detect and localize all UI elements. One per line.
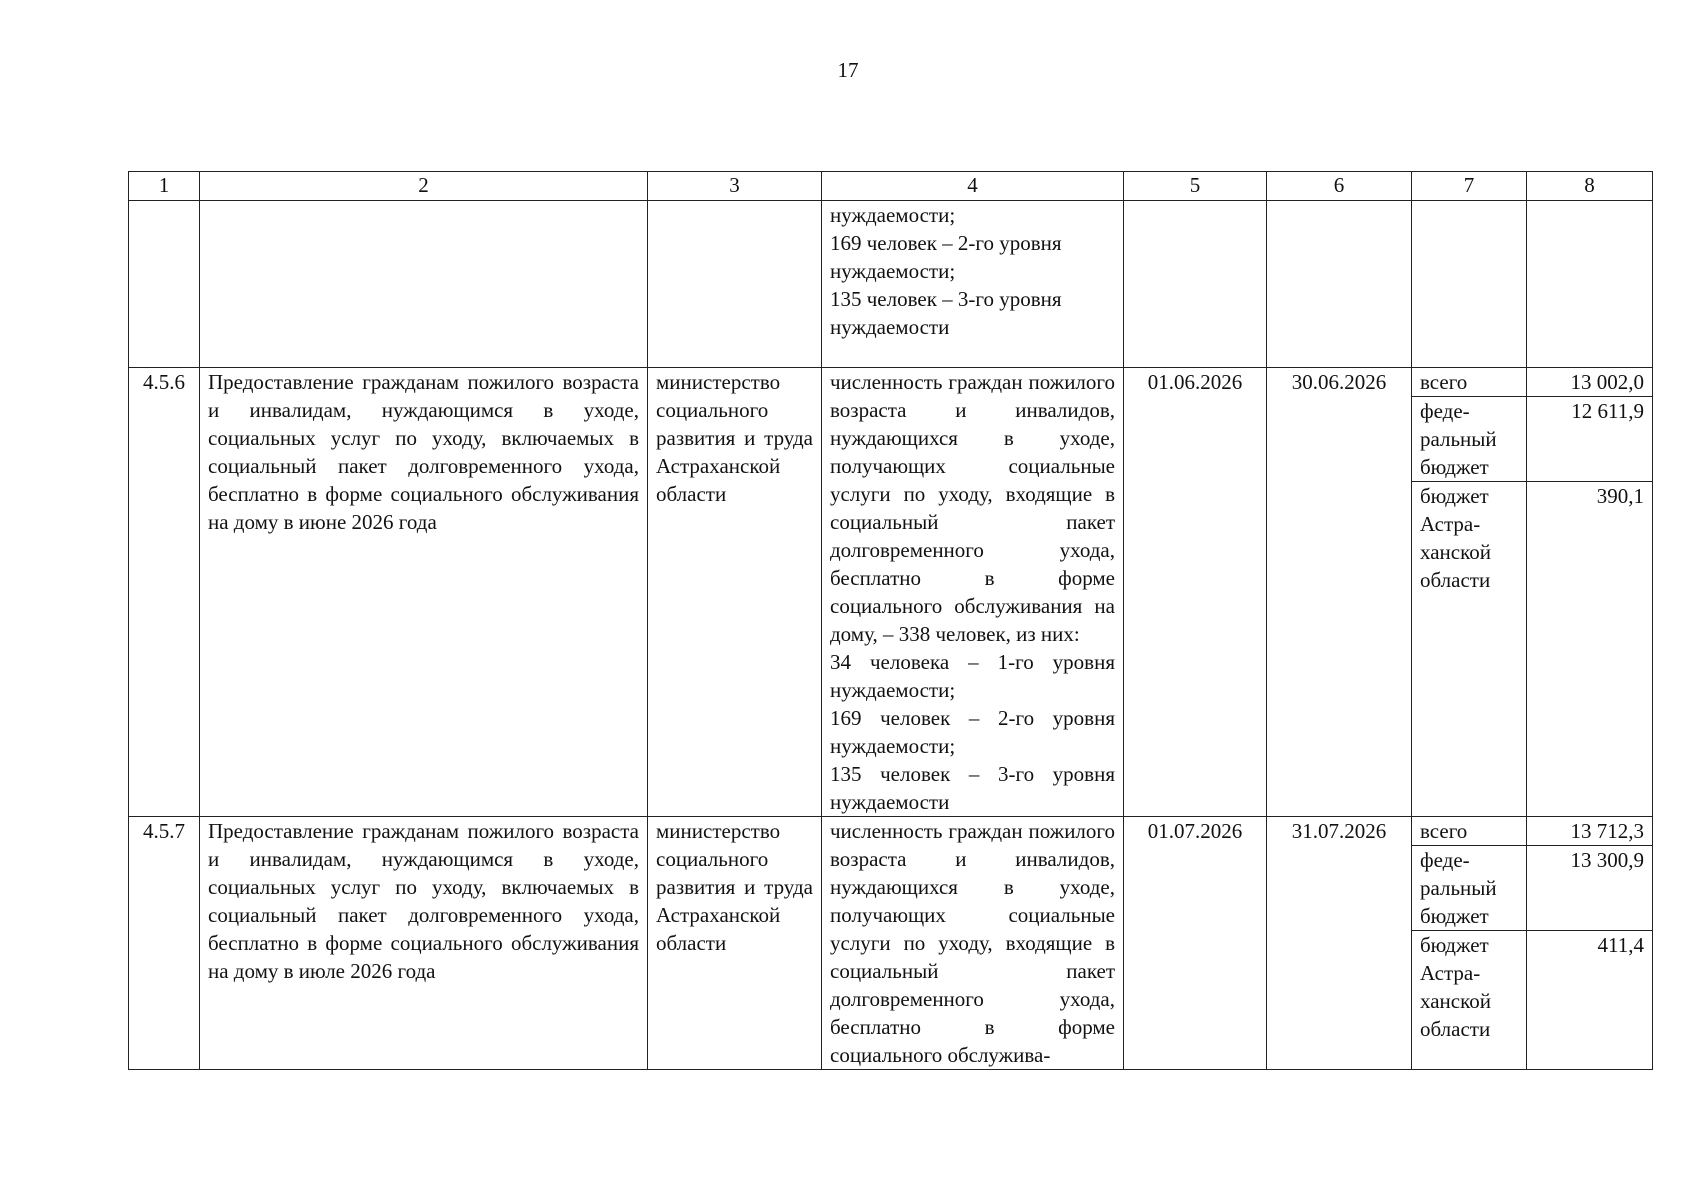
funding-source: феде- ральный бюджет (1412, 397, 1527, 482)
header-col-4: 4 (822, 172, 1124, 201)
header-col-1: 1 (129, 172, 200, 201)
cont-cell-6 (1267, 201, 1412, 368)
indicator-main: численность граждан пожилого возраста и инвалидов, нуждающихся в уходе, получающих социальные услуги по уходу, входящие в социальный пакет долговременного ухода, бесплатно в форме социального обслуживания на дому, – 338 человек, из них: (830, 370, 1115, 646)
cont-cell-5 (1124, 201, 1267, 368)
header-col-6: 6 (1267, 172, 1412, 201)
header-col-3: 3 (648, 172, 822, 201)
table-row (129, 817, 1653, 846)
measures-table (128, 171, 1653, 1070)
row-number: 4.5.7 (129, 817, 200, 1070)
funding-source: феде- ральный бюджет (1412, 846, 1527, 931)
funding-amount: 12 611,9 (1527, 397, 1653, 482)
indicator (822, 817, 1124, 1070)
funding-source: бюджет Астра- ханской области (1412, 931, 1527, 1070)
header-col-8: 8 (1527, 172, 1653, 201)
cont-cell-1 (129, 201, 200, 368)
header-col-5: 5 (1124, 172, 1267, 201)
row-number: 4.5.6 (129, 368, 200, 817)
funding-amount: 13 002,0 (1527, 368, 1653, 397)
continuation-row (129, 201, 1653, 368)
cont-cell-2 (200, 201, 648, 368)
cont-indicator: нуждаемости; 169 человек – 2-го уровня нуждаемости; 135 человек – 3-го уровня нуждаемости (822, 201, 1124, 368)
cont-cell-7 (1412, 201, 1527, 368)
funding-source: всего (1412, 817, 1527, 846)
table-row (129, 368, 1653, 397)
indicator-details: 34 человека – 1-го уровня нуждаемости; 169 человек – 2-го уровня нуждаемости; 135 человек – 3-го уровня нуждаемости (830, 650, 1115, 814)
funding-amount: 390,1 (1527, 482, 1653, 817)
funding-source: всего (1412, 368, 1527, 397)
funding-source: бюджет Астра- ханской области (1412, 482, 1527, 817)
page-number: 17 (837, 58, 859, 82)
header-col-2: 2 (200, 172, 648, 201)
funding-amount: 13 712,3 (1527, 817, 1653, 846)
measure-name: Предоставление гражданам пожилого возраста и инвалидам, нуждающимся в уходе, социальных услуг по уходу, включаемых в социальный пакет долговременного ухода, бесплатно в форме социального обслуживания на дому в июле 2026 года (200, 817, 648, 1070)
executor: министерство социального развития и труда Астраханской области (648, 368, 822, 817)
executor: министерство социального развития и труда Астраханской области (648, 817, 822, 1070)
funding-amount: 13 300,9 (1527, 846, 1653, 931)
start-date: 01.06.2026 (1124, 368, 1267, 817)
header-row (129, 172, 1653, 201)
indicator-main: численность граждан пожилого возраста и инвалидов, нуждающихся в уходе, получающих социальные услуги по уходу, входящие в социальный пакет долговременного ухода, бесплатно в форме социального обслужива- (830, 819, 1115, 1067)
cont-cell-8 (1527, 201, 1653, 368)
start-date: 01.07.2026 (1124, 817, 1267, 1070)
end-date: 31.07.2026 (1267, 817, 1412, 1070)
cont-cell-3 (648, 201, 822, 368)
header-col-7: 7 (1412, 172, 1527, 201)
end-date: 30.06.2026 (1267, 368, 1412, 817)
indicator (822, 368, 1124, 817)
funding-amount: 411,4 (1527, 931, 1653, 1070)
measure-name: Предоставление гражданам пожилого возраста и инвалидам, нуждающимся в уходе, социальных услуг по уходу, включаемых в социальный пакет долговременного ухода, бесплатно в форме социального обслуживания на дому в июне 2026 года (200, 368, 648, 817)
